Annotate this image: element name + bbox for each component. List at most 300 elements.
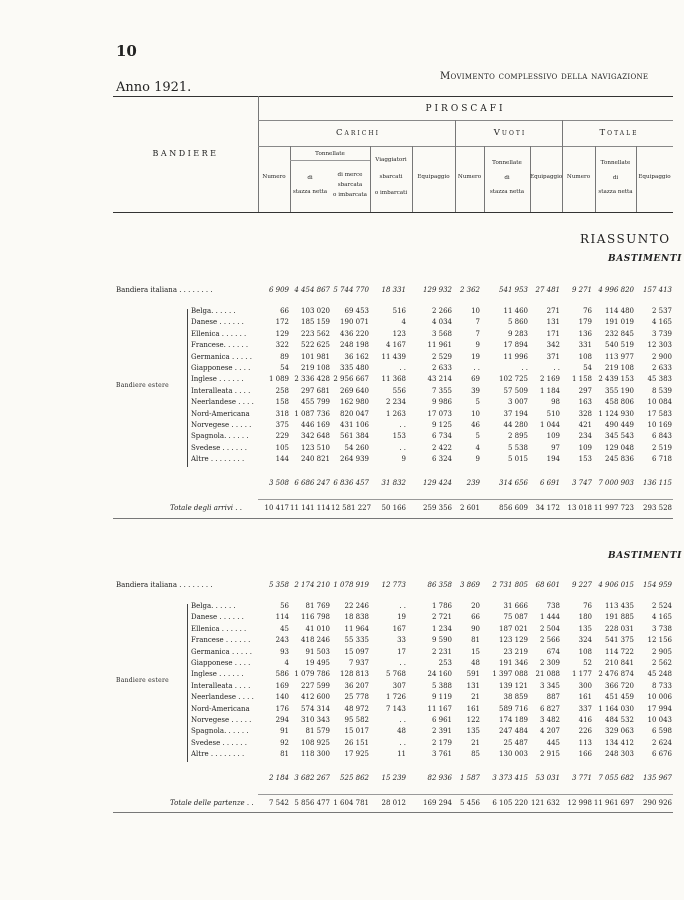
cell-col-4: 153 xyxy=(392,432,406,441)
table-row xyxy=(0,612,684,622)
cell-col-9: 324 xyxy=(578,636,592,645)
cell-col-5: 3 568 xyxy=(431,329,452,338)
cell-col-5: 86 358 xyxy=(427,581,452,589)
cell-col-6: 85 xyxy=(471,750,480,759)
cell-col-4: 50 166 xyxy=(381,503,406,512)
cell-col-10: 210 841 xyxy=(605,659,634,667)
cell-col-3: 190 071 xyxy=(340,318,369,327)
arrivi-heading: BASTIMENTI xyxy=(608,254,682,264)
cell-col-6: 15 xyxy=(471,647,480,656)
cell-col-10: 113 977 xyxy=(605,352,634,361)
cell-col-2: 446 169 xyxy=(301,421,330,429)
header-carichi: Carichi xyxy=(336,128,380,138)
cell-col-5: 1 234 xyxy=(431,624,452,633)
cell-col-7: 57 509 xyxy=(503,386,528,395)
table-row xyxy=(0,386,684,396)
cell-col-6: 2 362 xyxy=(459,286,480,294)
cell-col-4: . . xyxy=(399,738,406,747)
cell-col-4: 7 143 xyxy=(385,704,406,713)
cell-col-9: 108 xyxy=(578,647,592,656)
row-label: Altre . . . . . . . . xyxy=(191,455,245,464)
cell-col-4: 9 xyxy=(401,455,406,464)
cell-col-1: 45 xyxy=(280,624,289,633)
cell-col-9: 1 158 xyxy=(571,375,592,384)
cell-col-4: . . xyxy=(399,602,406,610)
cell-col-4: 33 xyxy=(397,636,406,645)
header-bandiere: BANDIERE xyxy=(152,149,219,158)
cell-col-4: 307 xyxy=(392,681,406,690)
table-row xyxy=(0,635,684,645)
cell-col-10: 232 845 xyxy=(605,329,634,338)
cell-col-11: 17 583 xyxy=(647,409,672,418)
cell-col-11: 10 043 xyxy=(647,716,672,724)
cell-col-1: 10 417 xyxy=(264,503,289,512)
header-merce-2: sbarcata xyxy=(337,182,363,188)
cell-col-10: 1 124 930 xyxy=(598,409,634,418)
cell-col-3: 69 453 xyxy=(344,307,369,315)
cell-col-4: 11 368 xyxy=(381,375,406,384)
cell-col-10: 345 543 xyxy=(605,432,634,441)
cell-col-7: 44 280 xyxy=(503,421,528,429)
cell-col-7: 17 894 xyxy=(503,341,528,350)
cell-col-11: 6 676 xyxy=(651,750,672,759)
cell-col-9: 9 227 xyxy=(571,581,592,589)
cell-col-2: 2 336 428 xyxy=(294,375,330,384)
cell-col-8: 1 184 xyxy=(539,386,560,395)
cell-col-11: 2 524 xyxy=(651,602,672,610)
row-label: Norvegese . . . . . xyxy=(191,716,252,724)
row-label: Francese. . . . . . xyxy=(191,341,249,350)
cell-col-1: 318 xyxy=(275,409,289,418)
cell-col-9: 108 xyxy=(578,352,592,361)
cell-col-6: 10 xyxy=(471,409,480,418)
cell-col-4: 4 xyxy=(401,318,406,327)
cell-col-5: 6 961 xyxy=(431,716,452,724)
cell-col-8: 371 xyxy=(546,352,560,361)
header-stazza-vuoti-2: stazza netta xyxy=(489,189,525,195)
cell-col-8: 2 566 xyxy=(539,636,560,645)
cell-col-5: 3 761 xyxy=(431,750,452,759)
cell-col-10: 2 439 153 xyxy=(598,375,634,384)
cell-col-6: 122 xyxy=(466,716,480,724)
cell-col-6: 7 xyxy=(475,318,480,327)
cell-col-4: 556 xyxy=(392,386,406,395)
cell-col-4: 2 234 xyxy=(385,398,406,407)
cell-col-10: 129 048 xyxy=(605,443,634,452)
cell-col-5: 129 932 xyxy=(423,286,452,294)
cell-col-3: 162 980 xyxy=(340,398,369,407)
row-label: Francese . . . . . . xyxy=(191,636,251,645)
header-viaggiatori-3: o imbarcati xyxy=(374,190,408,196)
header-tonnellate-vuoti: Tonnellate xyxy=(492,160,522,166)
cell-col-7: 139 121 xyxy=(499,681,528,690)
cell-col-4: 5 768 xyxy=(385,670,406,679)
cell-col-11: 2 562 xyxy=(651,659,672,667)
cell-col-5: 9 125 xyxy=(431,421,452,429)
cell-col-7: 75 087 xyxy=(503,613,528,622)
cell-col-9: 337 xyxy=(578,704,592,713)
header-tonnellate-totale: Tonnellate xyxy=(600,160,631,166)
cell-col-5: 43 214 xyxy=(427,375,452,384)
cell-col-9: 226 xyxy=(578,727,592,736)
header-stazza-vuoti-1: di xyxy=(504,175,510,181)
cell-col-4: . . xyxy=(399,421,406,429)
cell-col-1: 144 xyxy=(275,455,289,464)
cell-col-9: 3 747 xyxy=(571,478,592,487)
cell-col-3: 17 925 xyxy=(344,750,369,759)
cell-col-4: . . xyxy=(399,659,406,667)
cell-col-1: 54 xyxy=(280,364,289,372)
table-row xyxy=(0,443,684,453)
cell-col-6: 9 xyxy=(475,455,480,464)
cell-col-2: 108 925 xyxy=(301,738,330,747)
cell-col-3: 15 017 xyxy=(344,727,369,736)
cell-col-10: 540 519 xyxy=(605,341,634,350)
cell-col-11: 136 115 xyxy=(643,478,672,487)
cell-col-1: 176 xyxy=(275,704,289,713)
row-label: Svedese . . . . . . xyxy=(191,443,247,452)
cell-col-2: 342 648 xyxy=(301,432,330,441)
row-label: Danese . . . . . . xyxy=(191,318,244,327)
cell-col-8: 6 827 xyxy=(539,704,560,713)
cell-col-7: 2 895 xyxy=(507,432,528,441)
table-row xyxy=(0,363,684,373)
cell-col-1: 93 xyxy=(280,647,289,656)
cell-col-4: 123 xyxy=(392,329,406,338)
header-numero-vuoti: Numero xyxy=(457,174,482,180)
cell-col-8: 271 xyxy=(546,307,560,315)
row-label: Nord-Americana xyxy=(191,704,250,713)
cell-col-10: 366 720 xyxy=(605,681,634,690)
cell-col-9: 161 xyxy=(578,693,592,702)
table-row xyxy=(0,397,684,407)
cell-col-2: 455 799 xyxy=(301,398,330,407)
cell-col-9: 12 998 xyxy=(567,798,592,807)
row-label: Giapponese . . . . xyxy=(191,364,251,372)
cell-col-9: 1 177 xyxy=(571,670,592,679)
cell-col-10: 11 961 697 xyxy=(593,798,634,807)
row-label: Inglese . . . . . . xyxy=(191,375,244,384)
cell-col-6: 5 xyxy=(475,432,480,441)
cell-col-2: 412 600 xyxy=(301,693,330,702)
cell-col-5: 24 160 xyxy=(427,670,452,679)
cell-col-8: 6 691 xyxy=(539,478,560,487)
row-label: Giapponese . . . . xyxy=(191,659,251,667)
cell-col-2: 118 300 xyxy=(301,750,330,759)
cell-col-10: 458 806 xyxy=(605,398,634,407)
cell-col-8: 34 172 xyxy=(535,503,560,512)
cell-col-5: 82 936 xyxy=(427,773,452,782)
cell-col-3: 26 151 xyxy=(344,738,369,747)
row-label: Bandiera italiana . . . . . . . . xyxy=(116,286,213,294)
partenze-heading: BASTIMENTI xyxy=(608,551,682,561)
cell-col-11: 45 383 xyxy=(647,375,672,384)
cell-col-10: 329 063 xyxy=(605,727,634,736)
cell-col-5: 4 034 xyxy=(431,318,452,327)
cell-col-9: 166 xyxy=(578,750,592,759)
cell-col-3: 54 260 xyxy=(344,443,369,452)
table-row xyxy=(0,329,684,339)
cell-col-11: 2 624 xyxy=(651,738,672,747)
cell-col-5: 129 424 xyxy=(423,478,452,487)
cell-col-8: 3 345 xyxy=(539,681,560,690)
cell-col-4: 11 xyxy=(397,750,406,759)
cell-col-5: 9 119 xyxy=(431,693,452,702)
cell-col-10: 1 164 030 xyxy=(598,704,634,713)
cell-col-10: 355 190 xyxy=(605,386,634,395)
cell-col-2: 5 856 477 xyxy=(294,798,330,807)
cell-col-7: 11 460 xyxy=(503,307,528,315)
cell-col-7: 11 996 xyxy=(503,352,528,361)
cell-col-4: 167 xyxy=(392,624,406,633)
cell-col-3: 525 862 xyxy=(340,773,369,782)
cell-col-5: 5 388 xyxy=(431,681,452,690)
cell-col-5: 259 356 xyxy=(423,503,452,512)
cell-col-10: 2 476 874 xyxy=(598,670,634,679)
header-numero-totale: Numero xyxy=(566,174,591,180)
header-totale: Totale xyxy=(599,128,639,138)
cell-col-9: 136 xyxy=(578,329,592,338)
cell-col-8: 98 xyxy=(551,398,560,407)
row-label: Spagnola. . . . . . xyxy=(191,432,249,441)
cell-col-7: 25 487 xyxy=(503,738,528,747)
cell-col-9: 179 xyxy=(578,318,592,327)
cell-col-10: 490 449 xyxy=(605,421,634,429)
cell-col-8: 109 xyxy=(546,432,560,441)
cell-col-7: 5 015 xyxy=(507,455,528,464)
cell-col-8: 1 444 xyxy=(539,613,560,622)
cell-col-1: 114 xyxy=(275,613,289,622)
cell-col-4: 28 012 xyxy=(381,798,406,807)
cell-col-9: 76 xyxy=(583,602,592,610)
header-stazza-totale-2: stazza netta xyxy=(598,189,633,195)
cell-col-9: 416 xyxy=(578,716,592,724)
header-merce-3: o imbarcata xyxy=(333,192,367,198)
partenze-total-row xyxy=(0,798,684,808)
cell-col-1: 375 xyxy=(275,421,289,429)
cell-col-6: 10 xyxy=(471,307,480,315)
cell-col-7: 37 194 xyxy=(503,409,528,418)
header-stazza-totale-1: di xyxy=(612,175,619,181)
cell-col-1: 229 xyxy=(275,432,289,441)
cell-col-5: 6 734 xyxy=(431,432,452,441)
row-label: Interalleata . . . . xyxy=(191,681,251,690)
cell-col-6: 21 xyxy=(471,693,480,702)
cell-col-10: 114 480 xyxy=(605,307,634,315)
cell-col-5: 9 986 xyxy=(431,398,452,407)
cell-col-1: 258 xyxy=(275,386,289,395)
cell-col-7: 247 484 xyxy=(499,727,528,736)
cell-col-5: 2 721 xyxy=(431,613,452,622)
cell-col-5: 2 633 xyxy=(431,364,452,372)
cell-col-11: 6 598 xyxy=(651,727,672,736)
cell-col-8: 3 482 xyxy=(539,716,560,724)
row-label: Nord-Americana xyxy=(191,409,250,418)
header-numero-carichi: Numero xyxy=(262,174,286,180)
cell-col-1: 322 xyxy=(275,341,289,350)
cell-col-11: 293 528 xyxy=(643,503,672,512)
cell-col-9: 54 xyxy=(583,364,592,372)
cell-col-10: 484 532 xyxy=(605,716,634,724)
table-row xyxy=(0,317,684,327)
cell-col-10: 113 435 xyxy=(605,602,634,610)
year-label: Anno 1921. xyxy=(116,80,192,95)
table-row xyxy=(0,647,684,657)
cell-col-5: 2 391 xyxy=(431,727,452,736)
cell-col-3: 2 956 667 xyxy=(333,375,369,384)
table-row xyxy=(0,306,684,316)
cell-col-7: 3 373 415 xyxy=(492,773,528,782)
cell-col-6: 19 xyxy=(471,352,480,361)
cell-col-10: 7 055 682 xyxy=(598,773,634,782)
cell-col-4: 19 xyxy=(397,613,406,622)
table-row xyxy=(0,409,684,419)
row-label: Bandiera italiana . . . . . . . . xyxy=(116,581,213,589)
cell-col-10: 219 108 xyxy=(605,364,634,372)
cell-col-4: 1 263 xyxy=(385,409,406,418)
cell-col-9: 421 xyxy=(578,421,592,429)
table-row xyxy=(0,715,684,725)
cell-col-2: 219 108 xyxy=(301,364,330,372)
header-viaggiatori-1: Viaggiatori xyxy=(375,157,407,163)
cell-col-6: 239 xyxy=(466,478,480,487)
cell-col-9: 135 xyxy=(578,624,592,633)
header-stazza-1: di xyxy=(307,175,313,181)
cell-col-1: 92 xyxy=(280,738,289,747)
cell-col-2: 103 020 xyxy=(301,307,330,315)
cell-col-8: 97 xyxy=(551,443,560,452)
cell-col-11: 8 539 xyxy=(651,386,672,395)
cell-col-10: 11 997 723 xyxy=(593,503,634,512)
cell-col-10: 191 019 xyxy=(605,318,634,327)
row-label: Ellenica . . . . . . xyxy=(191,329,247,338)
cell-col-6: 1 587 xyxy=(459,773,480,782)
cell-col-3: 335 480 xyxy=(340,364,369,372)
cell-col-4: 4 167 xyxy=(385,341,406,350)
cell-col-11: 12 303 xyxy=(647,341,672,350)
cell-col-2: 4 454 867 xyxy=(294,286,330,294)
table-row xyxy=(0,420,684,430)
cell-col-3: 269 640 xyxy=(340,386,369,395)
cell-col-3: 7 937 xyxy=(348,659,369,667)
cell-col-9: 113 xyxy=(578,738,592,747)
cell-col-8: 194 xyxy=(546,455,560,464)
table-row xyxy=(0,692,684,702)
row-label: Ellenica . . . . . . xyxy=(191,624,247,633)
header-equipaggio-totale: Equipaggio xyxy=(638,174,671,180)
cell-col-2: 297 681 xyxy=(301,386,330,395)
cell-col-7: . . xyxy=(521,364,528,372)
cell-col-6: 2 601 xyxy=(459,503,480,512)
row-label: Norvegese . . . . . xyxy=(191,421,252,429)
cell-col-10: 191 885 xyxy=(605,613,634,622)
cell-col-9: 163 xyxy=(578,398,592,407)
cell-col-8: 738 xyxy=(546,602,560,610)
cell-col-9: 300 xyxy=(578,681,592,690)
cell-col-3: 11 964 xyxy=(344,624,369,633)
cell-col-7: 2 731 805 xyxy=(492,581,528,589)
table-row xyxy=(0,454,684,464)
cell-col-2: 574 314 xyxy=(301,704,330,713)
cell-col-8: 342 xyxy=(546,341,560,350)
arrivi-italiana-row xyxy=(0,285,684,295)
cell-col-6: 48 xyxy=(471,659,480,667)
cell-col-6: 161 xyxy=(466,704,480,713)
cell-col-5: 2 231 xyxy=(431,647,452,656)
cell-col-2: 6 686 247 xyxy=(294,478,330,487)
cell-col-4: 17 xyxy=(397,647,406,656)
cell-col-9: 153 xyxy=(578,455,592,464)
cell-col-5: 2 179 xyxy=(431,738,452,747)
cell-col-7: 123 129 xyxy=(499,636,528,645)
cell-col-1: 6 909 xyxy=(268,286,289,294)
cell-col-4: 15 239 xyxy=(381,773,406,782)
cell-col-9: 234 xyxy=(578,432,592,441)
header-viaggiatori-2: sbarcati xyxy=(379,174,403,180)
cell-col-8: 510 xyxy=(546,409,560,418)
cell-col-3: 820 047 xyxy=(340,409,369,418)
cell-col-2: 19 495 xyxy=(305,659,330,667)
cell-col-3: 48 972 xyxy=(344,704,369,713)
cell-col-10: 245 836 xyxy=(605,455,634,464)
cell-col-5: 17 073 xyxy=(427,409,452,418)
cell-col-5: 169 294 xyxy=(423,798,452,807)
cell-col-5: 11 961 xyxy=(427,341,452,350)
header-tonnellate-carichi: Tonnellate xyxy=(315,151,345,157)
cell-col-2: 81 769 xyxy=(305,602,330,610)
cell-col-4: 516 xyxy=(392,307,406,315)
cell-col-1: 172 xyxy=(275,318,289,327)
header-merce-1: di merce xyxy=(337,172,363,178)
cell-col-6: . . xyxy=(473,364,480,372)
row-label: Totale delle partenze . . xyxy=(170,798,254,807)
cell-col-11: 2 905 xyxy=(651,647,672,656)
cell-col-7: 1 397 088 xyxy=(492,670,528,679)
cell-col-7: 9 283 xyxy=(507,329,528,338)
cell-col-8: . . xyxy=(553,364,560,372)
cell-col-6: 5 456 xyxy=(459,798,480,807)
cell-col-8: 2 169 xyxy=(539,375,560,384)
cell-col-3: 5 744 770 xyxy=(333,286,369,294)
cell-col-2: 1 079 786 xyxy=(294,670,330,679)
row-label: Germanica . . . . . xyxy=(191,352,252,361)
cell-col-10: 228 031 xyxy=(605,624,634,633)
cell-col-7: 3 007 xyxy=(507,398,528,407)
cell-col-1: 243 xyxy=(275,636,289,645)
cell-col-7: 187 021 xyxy=(499,624,528,633)
header-piroscafi: PIROSCAFI xyxy=(425,104,506,114)
cell-col-9: 328 xyxy=(578,409,592,418)
cell-col-11: 2 633 xyxy=(651,364,672,372)
cell-col-1: 140 xyxy=(275,693,289,702)
cell-col-1: 66 xyxy=(280,307,289,315)
cell-col-6: 39 xyxy=(471,386,480,395)
row-label: Altre . . . . . . . . xyxy=(191,750,245,759)
cell-col-11: 6 843 xyxy=(651,432,672,441)
cell-col-8: 1 044 xyxy=(539,421,560,429)
cell-col-5: 6 324 xyxy=(431,455,452,464)
cell-col-7: 314 656 xyxy=(499,478,528,487)
cell-col-10: 4 906 015 xyxy=(598,581,634,589)
cell-col-8: 4 207 xyxy=(539,727,560,736)
cell-col-3: 1 604 781 xyxy=(333,798,369,807)
estere-label-partenze: Bandiere estere xyxy=(116,677,169,684)
cell-col-11: 10 084 xyxy=(647,398,672,407)
cell-col-11: 12 156 xyxy=(647,636,672,645)
cell-col-11: 6 718 xyxy=(651,455,672,464)
cell-col-10: 4 996 820 xyxy=(598,286,634,294)
cell-col-3: 128 813 xyxy=(340,670,369,679)
